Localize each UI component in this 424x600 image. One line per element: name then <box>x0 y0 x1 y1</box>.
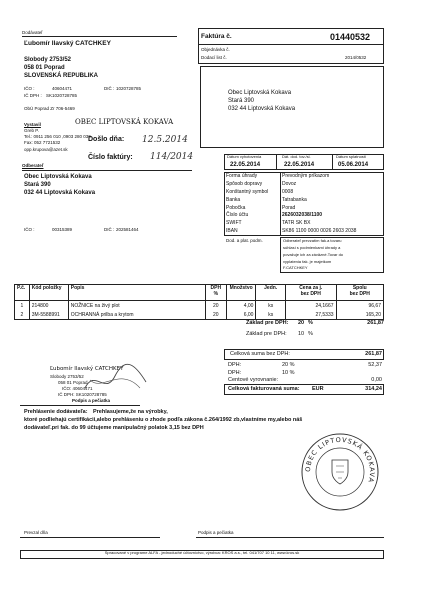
col-desc: Popis <box>68 285 205 301</box>
cell-total: 165,20 <box>336 310 383 320</box>
items-header-row <box>15 285 384 301</box>
issue-date-label: Dátum vyhotovenia <box>227 154 262 159</box>
order-label: Objednávka č. <box>201 47 230 52</box>
cell-unit: ks <box>256 301 286 311</box>
declaration-line3: dodávateľ.pri fak. do 99 účtujeme manipulačný polatok 3,15 bez DPH <box>24 425 204 431</box>
supplier-stamp-name: Ľubomír Ilavský CATCHKEY <box>50 366 124 372</box>
signature-scribble <box>80 358 150 400</box>
base-pct-10: % <box>308 331 313 337</box>
col-total: Spolu bez DPH <box>336 285 383 301</box>
declaration-line1: Prehlasujeme,že na výrobky, <box>93 409 168 415</box>
declaration-line2: ktoré podliehajú certifikácii,alebo prehláseniu o zhode podľa zákona č.264/1992 zb,vlastníme my,alebo náš <box>24 417 303 423</box>
payment-row: Banka Tatrabanka <box>226 197 307 203</box>
customer-ico: 00315389 <box>52 227 73 232</box>
supplier-stamp-street: Slobody 2753/52 <box>50 374 84 379</box>
supplier-name: Ľubomír Ilavský CATCHKEY <box>24 40 111 47</box>
payment-row: Spôsob dopravy Dovoz <box>226 181 297 187</box>
delivery-label: Dodací list č. <box>201 55 227 60</box>
supplier-stamp-icdph: IČ DPH: SK1020728785 <box>58 392 107 397</box>
supplier-street: Slobody 2753/52 <box>24 57 72 63</box>
supplier-stamp-city: 058 01 Poprad <box>58 380 88 385</box>
cell-desc: NOŽNICE na živý plot <box>68 301 205 311</box>
customer-dic-label: DIČ : <box>104 227 115 232</box>
supplier-stamp-ico: IČO: 40604471 <box>62 386 93 391</box>
supplier-section-label: Dodávateľ <box>22 30 43 35</box>
round-stamp-text: OBEC LIPTOVSKÁ KOKAVA <box>303 435 377 485</box>
tax-date-label: Dát. dod. tov./sl. <box>282 154 311 159</box>
footer-sign-label: Podpis a pečiatka <box>198 530 234 535</box>
invoice-title: Faktúra č. <box>201 33 232 40</box>
tax-date: 22.05.2014 <box>284 162 315 168</box>
vat10-rate: 10 % <box>282 370 295 376</box>
base-amount-20: 261,87 <box>367 320 384 326</box>
supplier-email: opp.krupova@azet.sk <box>24 147 68 152</box>
vat10-label: DPH: <box>228 370 242 376</box>
cell-desc: OCHRANNÁ prilba a krytom <box>68 310 205 320</box>
col-unit: Jedn. <box>256 285 286 301</box>
payment-row: SWIFT TATR SK BX <box>226 220 311 226</box>
delivery-note-label: Dod. a plat. podm. <box>226 238 263 243</box>
col-code: Kód položky <box>29 285 68 301</box>
payment-row: IBAN SK86 1100 0000 0026 2603 2038 <box>226 228 357 234</box>
cell-code: 214800 <box>29 301 68 311</box>
base-rate-10: 10 <box>298 331 305 337</box>
col-vat: DPH % <box>205 285 226 301</box>
table-row <box>15 310 384 320</box>
items-table <box>14 284 384 320</box>
customer-city: 032 44 Liptovská Kokava <box>24 190 96 196</box>
payment-row: Pobočka Porad <box>226 205 296 211</box>
received-stamp-title: OBEC LIPTOVSKÁ KOKAVA <box>75 118 174 126</box>
supplier-icdph-label: IČ DPH : <box>24 93 42 98</box>
delivery-note-line: Odberateľ prevzatím fak.a tovaru <box>283 238 342 243</box>
col-qty: Množstvo <box>226 285 256 301</box>
cell-price: 27,5333 <box>285 310 336 320</box>
supplier-ico: 40604471 <box>52 86 73 91</box>
vat20-rate: 20 % <box>282 362 295 368</box>
invoice-number: 01440532 <box>330 32 371 42</box>
payment-row: Konštantný symbol 0008 <box>226 189 294 195</box>
declaration-label: Prehlásenie dodávateľa: <box>24 409 88 415</box>
customer-ico-label: IČO : <box>24 227 35 232</box>
received-invoice-value: 114/2014 <box>150 152 194 162</box>
delivery-note-line: považuje ich za záväzné.Tovar do <box>283 252 344 257</box>
delivery-note-line: F.CATCHKEY <box>283 265 308 270</box>
cell-code: 3M-5588991 <box>29 310 68 320</box>
cell-qty: 6,00 <box>226 310 256 320</box>
customer-dic: 202581464 <box>116 227 139 232</box>
customer-section-label: Odberateľ <box>22 163 44 168</box>
issued-name: Greb P. <box>24 128 39 133</box>
grand-total: 314,24 <box>365 386 382 392</box>
supplier-phone: Tel.: 0911 256 010 ,0903 280 030 <box>24 134 91 139</box>
payment-row: Číslo účtu 2626032038/1100 <box>226 212 323 218</box>
cell-total: 96,67 <box>336 301 383 311</box>
col-price: Cena za j. bez DPH <box>285 285 336 301</box>
base-pct-20: % <box>308 320 313 326</box>
vat20-amount: 52,37 <box>368 362 382 368</box>
cell-price: 24,1667 <box>285 301 336 311</box>
customer-name: Obec Liptovská Kokava <box>24 174 92 180</box>
payment-row: Forma úhrady Prevodným príkazom <box>226 173 330 179</box>
received-invoice-label: Číslo faktúry: <box>88 154 133 161</box>
cell-pc: 2 <box>15 310 30 320</box>
supplier-ico-label: IČO : <box>24 86 35 91</box>
customer-street: Stará 390 <box>24 182 51 188</box>
received-arrived-value: 12.5.2014 <box>142 135 188 145</box>
due-date: 05.06.2014 <box>338 162 369 168</box>
due-date-label: Dátum splatnosti <box>336 154 366 159</box>
base-rate-20: 20 <box>298 320 305 326</box>
supplier-city: 058 01 Poprad <box>24 65 65 71</box>
vat20-label: DPH: <box>228 362 242 368</box>
issue-date: 22.05.2014 <box>230 162 261 168</box>
supplier-fax: Fax: 052 7721532 <box>24 140 61 145</box>
supplier-court: ObÚ Poprad Zr 706-5469 <box>24 106 75 111</box>
supplier-icdph: SK1020728785 <box>46 93 78 98</box>
delivery-value: 2014/0532 <box>345 55 367 60</box>
supplier-dic: 1020728785 <box>116 86 142 91</box>
software-text: Spracované v programe ALFA - jednoduché účtovníctvo, výrobca: KROS a.s., tel. 041/707 10 11, www.kros.sk <box>104 550 300 555</box>
supplier-country: SLOVENSKÁ REPUBLIKA <box>24 73 99 79</box>
recipient-name: Obec Liptovská Kokava <box>228 90 292 96</box>
total-no-vat-label: Celková suma bez DPH: <box>230 351 290 357</box>
total-no-vat: 261,87 <box>365 351 382 357</box>
delivery-note-line: vyplatenia fak. je majetkom <box>283 259 332 264</box>
cell-vat: 20 <box>205 301 226 311</box>
base-label-10: Základ pre DPH: <box>246 331 287 337</box>
cell-unit: ks <box>256 310 286 320</box>
supplier-dic-label: DIČ : <box>104 86 115 91</box>
supplier-sign-label: Podpis a pečiatka <box>72 398 111 403</box>
received-arrived-label: Došlo dňa: <box>88 136 125 143</box>
col-pc: P.č. <box>15 285 30 301</box>
round-stamp <box>300 432 380 512</box>
received-label: Prevzal dňa <box>24 530 48 535</box>
base-label-20: Základ pre DPH: <box>246 320 289 326</box>
issued-label: Vystavil <box>24 122 41 127</box>
rounding-value: 0,00 <box>371 377 382 383</box>
rounding-label: Centové vyrovnanie: <box>228 377 279 383</box>
recipient-street: Stará 390 <box>228 98 255 104</box>
cell-vat: 20 <box>205 310 226 320</box>
grand-total-label: Celková fakturovaná suma: <box>228 386 300 392</box>
delivery-note-line: súhlasí s podmienkami úhrady a <box>283 245 341 250</box>
cell-pc: 1 <box>15 301 30 311</box>
currency: EUR <box>312 386 324 392</box>
table-row <box>15 301 384 311</box>
cell-qty: 4,00 <box>226 301 256 311</box>
recipient-city: 032 44 Liptovská Kokava <box>228 106 296 112</box>
